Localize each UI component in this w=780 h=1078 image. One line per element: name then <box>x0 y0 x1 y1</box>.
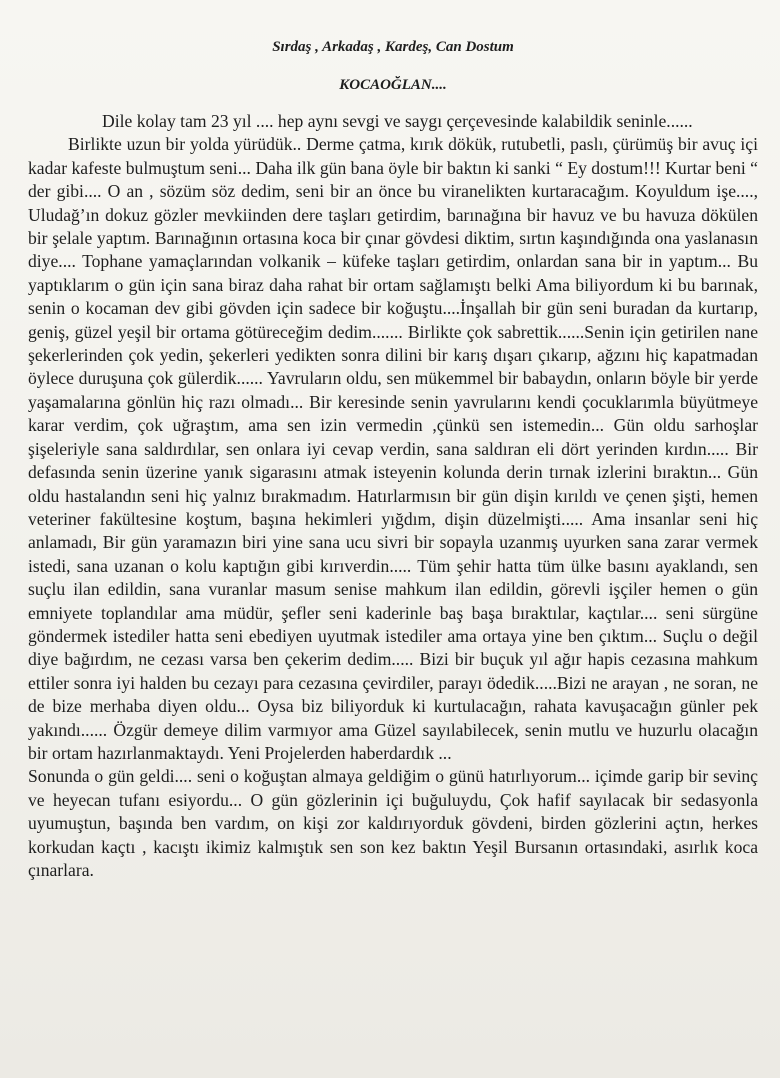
paragraph-3: Sonunda o gün geldi.... seni o koğuştan almaya geldiğim o günü hatırlıyorum... içimde garip bir sevinç ve heyecan tufanı esiyordu... O gün gözlerinin içi buğuluydu, Çok hafif sayılacak bir sedasyonla uyumuştun, başında ben vardım, on kişi zor kaldırıyorduk gövdeni, birden gözlerini açtın, herkes korkudan kaçtı , kacıştı ikimiz kalmıştık sen son kez baktın Yeşil Bursanın ortasındaki, asırlık koca çınarlara. <box>28 766 758 880</box>
dedication-line: Sırdaş , Arkadaş , Kardeş, Can Dostum <box>272 39 514 55</box>
document-title: KOCAOĞLAN.... <box>339 77 447 93</box>
paragraph-1: Dile kolay tam 23 yıl .... hep aynı sevgi ve saygı çerçevesinde kalabildik seninle...... <box>102 111 693 131</box>
document-body <box>28 110 758 882</box>
paragraph-2: Birlikte uzun bir yolda yürüdük.. Derme çatma, kırık dökük, rutubetli, paslı, çürümüş bir avuç içi kadar kafeste bulmuştum seni... Daha ilk gün bana öyle bir baktın ki sanki “ Ey dostum!!! Kurtar beni “ der gibi.... O an , sözüm söz dedim, seni bir an önce bu viranelikten kurtaracağım. Koyuldum işe...., Uludağ’ın dokuz gözler mevkiinden dere taşları getirdim, barınağına bir havuz ve bu havuza dökülen bir şelale yaptım. Barınağının ortasına koca bir çınar gövdesi diktim, sırtın kaşındığında ona yaslanasın diye.... Tophane yamaçlarından volkanik – küfeke taşları getirdim, onlardan sana bir in yaptım... Bu yaptıklarım o gün için sana biraz daha rahat bir ortam sağlamıştı belki Ama biliyordum ki bu barınak, senin o kocaman dev gibi gövden için sadece bir koğuştu....İnşallah bir gün seni buradan da kurtarıp, geniş, güzel yeşil bir ortama götüreceğim dedim....... Birlikte çok sabrettik......Senin için getirilen nane şekerlerinden çok yedin, şekerleri yedikten sonra dilini bir karış dışarı çıkarıp, ağzını hiç kapatmadan öylece duruşuna çok gülerdik...... Yavruların oldu, sen mükemmel bir babaydın, onların böyle bir yerde yaşamalarına gönlün hiç razı olmadı... Bir keresinde senin yavrularını kendi çocuklarımla büyütmeye karar verdim, çok uğraştım, ama sen izin vermedin ,çünkü sen istemedin... Gün oldu sarhoşlar şişeleriyle sana saldırdılar, sen onlara iyi cevap verdin, sana saldıran eli dört yerinden kırdın..... Bir defasında senin üzerine yanık sigarasını atmak isteyenin kolunda derin tırnak izlerini bıraktın... Gün oldu hastalandın seni hiç yalnız bırakmadım. Hatırlarmısın bir gün dişin kırıldı ve çenen şişti, hemen veteriner fakültesine koştum, başına hekimleri yığdım, dişin düzelmişti..... Ama insanlar seni hiç anlamadı, Bir gün yaramazın biri yine sana ucu sivri bir sopayla uzanmış uyurken sana zarar vermek istedi, sana uzanan o kolu kaptığın gibi kırıverdin..... Tüm şehir hatta tüm ülke basını ayaklandı, sen suçlu ilan edildin, sana vuranlar masum senise mahkum ilan edildin, görevli işçiler hemen o gün emniyete toplandılar ama müdür, şefler seni kaderinle baş başa bıraktılar, kaçtılar.... seni sürgüne göndermek istediler hatta seni ebediyen uyutmak istediler ama ortaya yine ben çıktım... Suçlu o değil diye bağırdım, ne cezası varsa ben çekerim dedim..... Bizi bir buçuk yıl ağır hapis cezasına mahkum ettiler sonra iyi halden bu cezayı para cezasına çevirdiler, parayı ödedik.....Bizi ne arayan , ne soran, ne de bize merhaba diyen oldu... Oysa biz biliyorduk ki kurtulacağın, rahata kavuşacağın günler pek yakındı...... Özgür demeye dilim varmıyor ama Güzel sayılabilecek, senin mutlu ve huzurlu olacağın bir ortam hazırlanmaktaydı. Yeni Projelerden haberdardık ... <box>28 134 758 763</box>
